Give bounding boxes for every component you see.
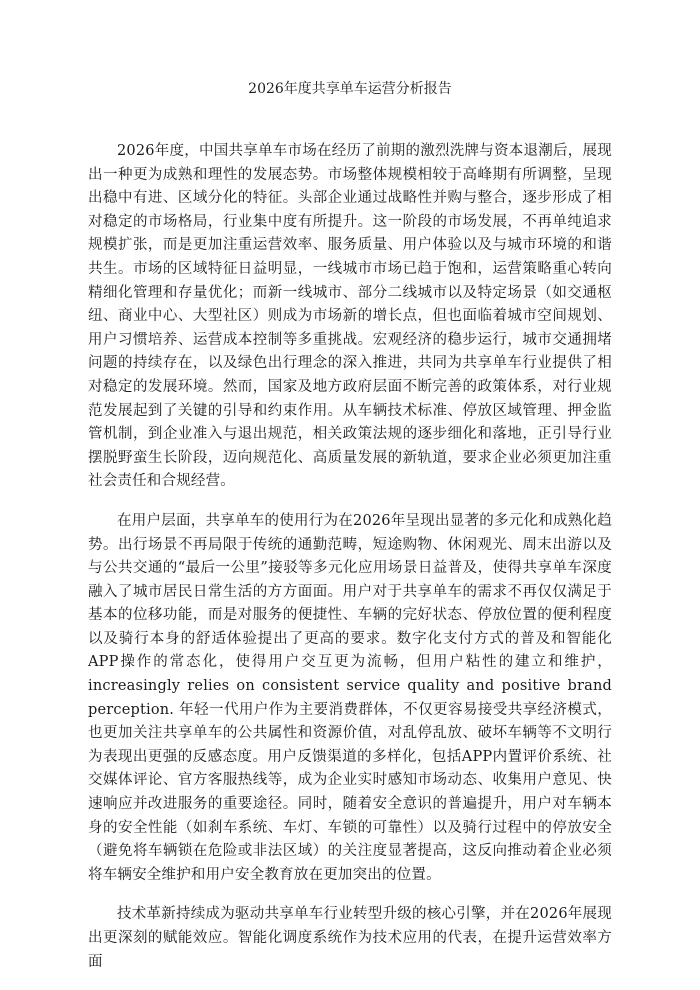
document-title: 2026年度共享单车运营分析报告 <box>248 81 452 97</box>
document-body <box>88 140 612 990</box>
paragraph-user-behavior: 在用户层面，共享单车的使用行为在2026年呈现出显著的多元化和成熟化趋势。出行场景不再局限于传统的通勤范畴，短途购物、休闲观光、周末出游以及与公共交通的“最后一公里”接驳等多元化应用场景日益普及，使得共享单车深度融入了城市居民日常生活的方方面面。用户对于共享单车的需求不再仅仅满足于基本的位移功能，而是对服务的便捷性、车辆的完好状态、停放位置的便利程度以及骑行本身的舒适体验提出了更高的要求。数字化支付方式的普及和智能化APP操作的常态化，使得用户交互更为流畅，但用户粘性的建立和维护， increasingly relies on consistent service quality and positive brand perception. 年轻一代用户作为主要消费群体，不仅更容易接受共享经济模式，也更加关注共享单车的公共属性和资源价值，对乱停乱放、破坏车辆等不文明行为表现出更强的反感态度。用户反馈渠道的多样化，包括APP内置评价系统、社交媒体评论、官方客服热线等，成为企业实时感知市场动态、收集用户意见、快速响应并改进服务的重要途径。同时，随着安全意识的普遍提升，用户对车辆本身的安全性能（如刹车系统、车灯、车锁的可靠性）以及骑行过程中的停放安全（避免将车辆锁在危险或非法区域）的关注度显著提高，这反向推动着企业必须将车辆安全维护和用户安全教育放在更加突出的位置。 <box>88 512 612 883</box>
paragraph-market-overview: 2026年度，中国共享单车市场在经历了前期的激烈洗牌与资本退潮后，展现出一种更为成熟和理性的发展态势。市场整体规模相较于高峰期有所调整，呈现出稳中有进、区域分化的特征。头部企业通过战略性并购与整合，逐步形成了相对稳定的市场格局，行业集中度有所提升。这一阶段的市场发展，不再单纯追求规模扩张，而是更加注重运营效率、服务质量、用户体验以及与城市环境的和谐共生。市场的区域特征日益明显，一线城市市场已趋于饱和，运营策略重心转向精细化管理和存量优化；而新一线城市、部分二线城市以及特定场景（如交通枢纽、商业中心、大型社区）则成为市场新的增长点，但也面临着城市空间规划、用户习惯培养、运营成本控制等多重挑战。宏观经济的稳步运行，城市交通拥堵问题的持续存在，以及绿色出行理念的深入推进，共同为共享单车行业提供了相对稳定的发展环境。然而，国家及地方政府层面不断完善的政策体系，对行业规范发展起到了关键的引导和约束作用。从车辆技术标准、停放区域管理、押金监管机制，到企业准入与退出规范，相关政策法规的逐步细化和落地，正引导行业摆脱野蛮生长阶段，迈向规范化、高质量发展的新轨道，要求企业必须更加注重社会责任和合规经营。 <box>88 143 612 490</box>
paragraph-technology: 技术革新持续成为驱动共享单车行业转型升级的核心引擎，并在2026年展现出更深刻的赋能效应。智能化调度系统作为技术应用的代表，在提升运营效率方面 <box>88 906 612 970</box>
